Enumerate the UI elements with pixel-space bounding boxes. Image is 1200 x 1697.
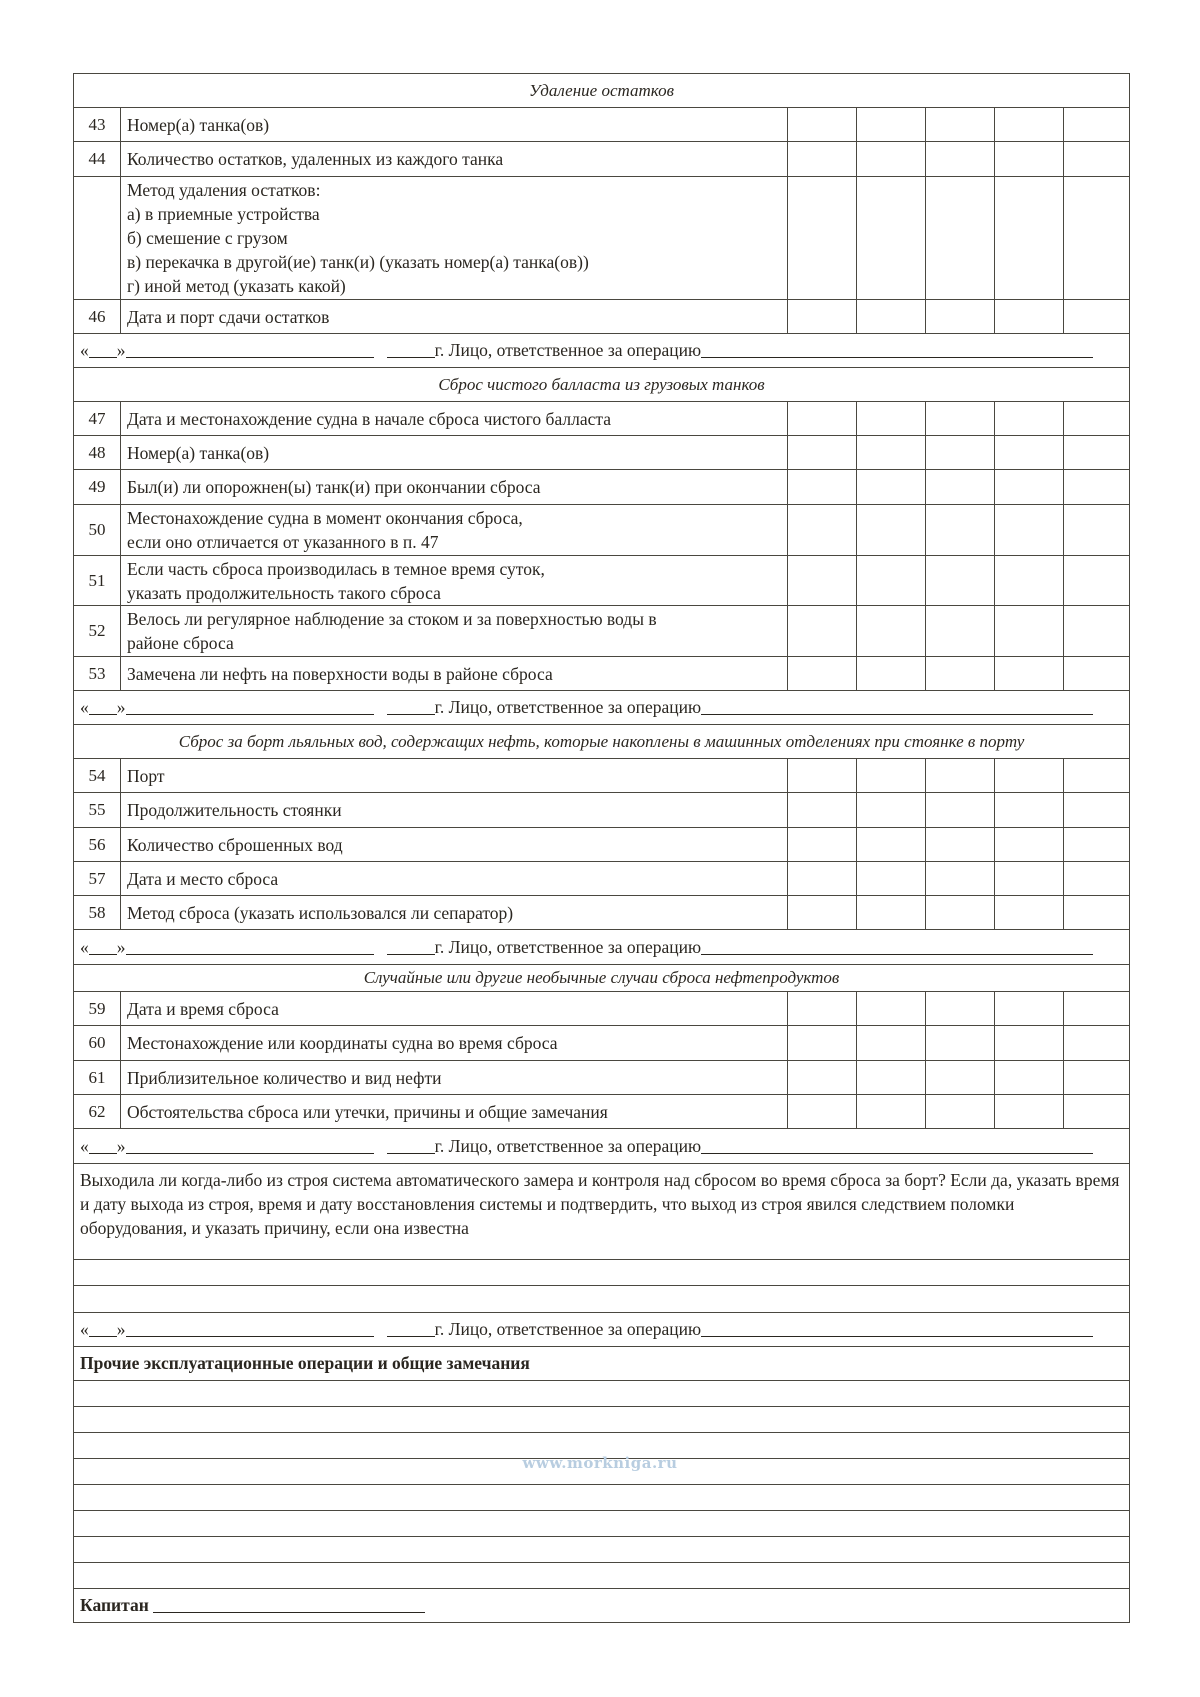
entry-cell[interactable] — [856, 108, 925, 141]
item-description — [121, 556, 787, 605]
entry-cell[interactable] — [994, 1095, 1063, 1128]
responsible-person-signature-field[interactable] — [701, 1139, 1093, 1154]
entry-cell[interactable] — [1063, 657, 1129, 690]
description-line: б) смешение с грузом — [127, 228, 288, 248]
entry-cell[interactable] — [787, 793, 856, 827]
table-row — [74, 402, 1129, 436]
entry-cell[interactable] — [787, 992, 856, 1025]
entry-cell[interactable] — [925, 505, 994, 555]
item-description — [121, 793, 787, 827]
description-line: Замечена ли нефть на поверхности воды в районе сброса — [127, 663, 553, 684]
description-line: Дата и место сброса — [127, 868, 279, 889]
entry-cell[interactable] — [925, 896, 994, 929]
table-row — [74, 1061, 1129, 1095]
month-field[interactable] — [126, 1322, 374, 1337]
description-line: Метод сброса (указать использовался ли сепаратор) — [127, 902, 514, 923]
entry-cell[interactable] — [787, 142, 856, 176]
table-row — [74, 896, 1129, 930]
signature-row — [74, 334, 1129, 368]
entry-cell[interactable] — [994, 992, 1063, 1025]
entry-cell[interactable] — [856, 300, 925, 333]
entry-cell[interactable] — [856, 828, 925, 861]
entry-cell[interactable] — [787, 108, 856, 141]
entry-cell[interactable] — [1063, 1095, 1129, 1128]
month-field[interactable] — [126, 940, 374, 955]
oil-record-table — [73, 73, 1130, 1623]
entry-cell[interactable] — [787, 1026, 856, 1060]
entry-cell[interactable] — [994, 793, 1063, 827]
close-quote: » — [116, 340, 126, 360]
description-line: Порт — [127, 765, 165, 786]
entry-cell[interactable] — [994, 505, 1063, 555]
item-number: 47 — [74, 402, 121, 435]
description-line: а) в приемные устройства — [127, 204, 320, 224]
item-description — [121, 402, 787, 435]
entry-cell[interactable] — [1063, 177, 1129, 299]
entry-cell[interactable] — [925, 1061, 994, 1094]
description-line: Местонахождение или координаты судна во время сброса — [127, 1033, 558, 1053]
item-description — [121, 992, 787, 1025]
entry-cell[interactable] — [1063, 402, 1129, 435]
signature-row — [74, 1313, 1129, 1347]
remarks-line[interactable] — [74, 1537, 1129, 1563]
entry-cell[interactable] — [925, 470, 994, 504]
item-description — [121, 606, 787, 656]
description-line: Дата и порт сдачи остатков — [127, 306, 330, 327]
item-description — [121, 108, 787, 141]
description-line: Велось ли регулярное наблюдение за стоком и за поверхностью воды в — [127, 609, 657, 629]
entry-cell[interactable] — [925, 793, 994, 827]
responsible-person-label: г. Лицо, ответственное за операцию — [434, 340, 702, 360]
entry-cell[interactable] — [856, 896, 925, 929]
responsible-person-signature-field[interactable] — [701, 343, 1093, 358]
close-quote: » — [116, 697, 126, 717]
table-row — [74, 1026, 1129, 1061]
entry-cell[interactable] — [856, 402, 925, 435]
entry-cell[interactable] — [856, 759, 925, 792]
description-line: Номер(а) танка(ов) — [127, 114, 270, 135]
table-row — [74, 793, 1129, 828]
captain-signature-row — [74, 1589, 1129, 1622]
day-field[interactable] — [89, 343, 117, 358]
description-line: Местонахождение судна в момент окончания сброса, — [127, 508, 523, 528]
entry-cell[interactable] — [925, 108, 994, 141]
entry-cell[interactable] — [994, 300, 1063, 333]
entry-cell[interactable] — [787, 657, 856, 690]
entry-cell[interactable] — [1063, 1026, 1129, 1060]
entry-cell[interactable] — [1063, 828, 1129, 861]
remarks-line[interactable] — [74, 1381, 1129, 1407]
description-line: в) перекачка в другой(ие) танк(и) (указать номер(а) танка(ов)) — [127, 252, 589, 272]
open-quote: « — [80, 936, 89, 957]
entry-cell[interactable] — [787, 402, 856, 435]
entry-cell[interactable] — [925, 436, 994, 469]
spacer — [374, 697, 387, 718]
table-row — [74, 556, 1129, 606]
item-number: 44 — [74, 142, 121, 176]
entry-cell[interactable] — [856, 606, 925, 656]
open-quote: « — [80, 697, 89, 717]
watermark: www.morkniga.ru — [522, 1454, 678, 1472]
answer-line[interactable] — [74, 1260, 1129, 1286]
entry-cell[interactable] — [1063, 793, 1129, 827]
entry-cell[interactable] — [994, 177, 1063, 299]
description-line: указать продолжительность такого сброса — [127, 582, 441, 603]
description-line: Продолжительность стоянки — [127, 800, 342, 820]
entry-cell[interactable] — [925, 142, 994, 176]
item-number: 61 — [74, 1061, 121, 1094]
remarks-line[interactable] — [74, 1485, 1129, 1511]
close-quote: » — [116, 1135, 126, 1156]
remarks-line[interactable] — [74, 1459, 1129, 1485]
responsible-person-signature-field[interactable] — [701, 700, 1093, 715]
item-description — [121, 759, 787, 792]
item-number: 58 — [74, 896, 121, 929]
entry-cell[interactable] — [994, 108, 1063, 141]
entry-cell[interactable] — [787, 828, 856, 861]
entry-cell[interactable] — [925, 402, 994, 435]
entry-cell[interactable] — [994, 556, 1063, 605]
item-number: 62 — [74, 1095, 121, 1128]
item-description — [121, 896, 787, 929]
item-number: 52 — [74, 606, 121, 656]
table-row — [74, 862, 1129, 896]
table-row — [74, 1095, 1129, 1129]
item-description — [121, 657, 787, 690]
month-field[interactable] — [126, 1139, 374, 1154]
day-field[interactable] — [89, 700, 117, 715]
table-row — [74, 300, 1129, 334]
answer-line[interactable] — [74, 1286, 1129, 1313]
table-row — [74, 470, 1129, 505]
responsible-person-label: г. Лицо, ответственное за операцию — [434, 1319, 702, 1339]
entry-cell[interactable] — [856, 556, 925, 605]
entry-cell[interactable] — [925, 606, 994, 656]
item-number: 51 — [74, 556, 121, 605]
description-line: если оно отличается от указанного в п. 47 — [127, 532, 439, 552]
entry-cell[interactable] — [925, 300, 994, 333]
entry-cell[interactable] — [925, 992, 994, 1025]
item-number: 59 — [74, 992, 121, 1025]
description-line: Приблизительное количество и вид нефти — [127, 1067, 442, 1088]
section-header: Сброс за борт льяльных вод, содержащих нефть, которые накоплены в машинных отделениях при стоянке в порту — [74, 725, 1129, 759]
item-number: 43 — [74, 108, 121, 141]
entry-cell[interactable] — [856, 470, 925, 504]
item-description — [121, 142, 787, 176]
entry-cell[interactable] — [856, 657, 925, 690]
year-field[interactable] — [387, 1139, 435, 1154]
day-field[interactable] — [89, 1139, 117, 1154]
description-line: Дата и время сброса — [127, 998, 279, 1019]
item-number: 48 — [74, 436, 121, 469]
entry-cell[interactable] — [925, 828, 994, 861]
entry-cell[interactable] — [994, 402, 1063, 435]
entry-cell[interactable] — [994, 759, 1063, 792]
item-number: 55 — [74, 793, 121, 827]
entry-cell[interactable] — [994, 436, 1063, 469]
entry-cell[interactable] — [925, 1026, 994, 1060]
item-description — [121, 1061, 787, 1094]
entry-cell[interactable] — [787, 505, 856, 555]
entry-cell[interactable] — [994, 896, 1063, 929]
spacer — [374, 937, 387, 958]
signature-row — [74, 691, 1129, 725]
month-field[interactable] — [126, 343, 374, 358]
entry-cell[interactable] — [1063, 1061, 1129, 1094]
entry-cell[interactable] — [1063, 606, 1129, 656]
remarks-line[interactable] — [74, 1433, 1129, 1459]
captain-label: Капитан — [80, 1595, 149, 1615]
responsible-person-label: г. Лицо, ответственное за операцию — [434, 697, 702, 717]
entry-cell[interactable] — [994, 1061, 1063, 1094]
item-description — [121, 1095, 787, 1128]
signature-row — [74, 1129, 1129, 1164]
entry-cell[interactable] — [787, 606, 856, 656]
item-number: 46 — [74, 300, 121, 333]
close-quote: » — [116, 1319, 126, 1339]
entry-cell[interactable] — [856, 1095, 925, 1128]
table-row — [74, 828, 1129, 862]
entry-cell[interactable] — [856, 1026, 925, 1060]
entry-cell[interactable] — [994, 657, 1063, 690]
entry-cell[interactable] — [925, 862, 994, 895]
remarks-line[interactable] — [74, 1407, 1129, 1433]
entry-cell[interactable] — [1063, 300, 1129, 333]
entry-cell[interactable] — [1063, 505, 1129, 555]
spacer — [374, 1319, 387, 1340]
entry-cell[interactable] — [994, 1026, 1063, 1060]
entry-cell[interactable] — [994, 828, 1063, 861]
description-line: Номер(а) танка(ов) — [127, 442, 270, 463]
responsible-person-signature-field[interactable] — [701, 940, 1093, 955]
entry-cell[interactable] — [787, 1095, 856, 1128]
entry-cell[interactable] — [1063, 759, 1129, 792]
entry-cell[interactable] — [787, 862, 856, 895]
entry-cell[interactable] — [787, 470, 856, 504]
item-description — [121, 300, 787, 333]
entry-cell[interactable] — [994, 142, 1063, 176]
responsible-person-signature-field[interactable] — [701, 1322, 1093, 1337]
signature-row — [74, 930, 1129, 965]
year-field[interactable] — [387, 940, 435, 955]
entry-cell[interactable] — [925, 1095, 994, 1128]
entry-cell[interactable] — [994, 862, 1063, 895]
item-description — [121, 470, 787, 504]
table-row — [74, 992, 1129, 1026]
item-description — [121, 177, 787, 299]
close-quote: » — [116, 936, 126, 957]
item-number: 50 — [74, 505, 121, 555]
item-description — [121, 436, 787, 469]
entry-cell[interactable] — [925, 177, 994, 299]
item-number: 60 — [74, 1026, 121, 1060]
description-line: Был(и) ли опорожнен(ы) танк(и) при окончании сброса — [127, 477, 541, 497]
item-description — [121, 1026, 787, 1060]
table-row — [74, 108, 1129, 142]
entry-cell[interactable] — [925, 759, 994, 792]
item-number: 49 — [74, 470, 121, 504]
description-line: Метод удаления остатков: — [127, 180, 321, 200]
entry-cell[interactable] — [994, 606, 1063, 656]
item-number: 57 — [74, 862, 121, 895]
description-line: Дата и местонахождение судна в начале сброса чистого балласта — [127, 408, 612, 429]
entry-cell[interactable] — [787, 1061, 856, 1094]
entry-cell[interactable] — [1063, 992, 1129, 1025]
entry-cell[interactable] — [856, 505, 925, 555]
entry-cell[interactable] — [856, 436, 925, 469]
day-field[interactable] — [89, 1322, 117, 1337]
item-number: 53 — [74, 657, 121, 690]
table-row — [74, 505, 1129, 556]
table-row — [74, 759, 1129, 793]
table-row — [74, 606, 1129, 657]
entry-cell[interactable] — [994, 470, 1063, 504]
open-quote: « — [80, 1135, 89, 1156]
entry-cell[interactable] — [925, 657, 994, 690]
entry-cell[interactable] — [1063, 108, 1129, 141]
entry-cell[interactable] — [1063, 862, 1129, 895]
item-number: 54 — [74, 759, 121, 792]
section-header: Удаление остатков — [74, 74, 1129, 108]
entry-cell[interactable] — [856, 1061, 925, 1094]
description-line: Количество остатков, удаленных из каждого танка — [127, 149, 504, 169]
item-number: 56 — [74, 828, 121, 861]
day-field[interactable] — [89, 940, 117, 955]
description-line: Если часть сброса производилась в темное время суток, — [127, 558, 545, 579]
other-operations-title: Прочие эксплуатационные операции и общие замечания — [74, 1347, 1129, 1381]
section-header: Случайные или другие необычные случаи сброса нефтепродуктов — [74, 965, 1129, 992]
open-quote: « — [80, 340, 89, 360]
entry-cell[interactable] — [925, 556, 994, 605]
year-field[interactable] — [387, 343, 435, 358]
entry-cell[interactable] — [1063, 556, 1129, 605]
open-quote: « — [80, 1319, 89, 1339]
description-line: Количество сброшенных вод — [127, 834, 343, 855]
table-row — [74, 436, 1129, 470]
description-line: Обстоятельства сброса или утечки, причины и общие замечания — [127, 1101, 608, 1122]
year-field[interactable] — [387, 700, 435, 715]
entry-cell[interactable] — [1063, 436, 1129, 469]
entry-cell[interactable] — [1063, 142, 1129, 176]
entry-cell[interactable] — [1063, 470, 1129, 504]
entry-cell[interactable] — [856, 992, 925, 1025]
table-row — [74, 177, 1129, 300]
table-row — [74, 142, 1129, 177]
spacer — [374, 340, 387, 361]
responsible-person-label: г. Лицо, ответственное за операцию — [434, 936, 702, 957]
entry-cell[interactable] — [856, 177, 925, 299]
remarks-line[interactable] — [74, 1511, 1129, 1537]
description-line: г) иной метод (указать какой) — [127, 276, 346, 296]
entry-cell[interactable] — [856, 793, 925, 827]
responsible-person-label: г. Лицо, ответственное за операцию — [434, 1135, 702, 1156]
entry-cell[interactable] — [1063, 896, 1129, 929]
month-field[interactable] — [126, 700, 374, 715]
section-header: Сброс чистого балласта из грузовых танков — [74, 368, 1129, 402]
description-line: районе сброса — [127, 633, 234, 653]
captain-signature-field[interactable] — [153, 1598, 425, 1613]
entry-cell[interactable] — [787, 300, 856, 333]
spacer — [374, 1136, 387, 1157]
remarks-line[interactable] — [74, 1563, 1129, 1589]
item-description — [121, 828, 787, 861]
table-row — [74, 657, 1129, 691]
entry-cell[interactable] — [787, 177, 856, 299]
item-description — [121, 505, 787, 555]
year-field[interactable] — [387, 1322, 435, 1337]
failure-question: Выходила ли когда-либо из строя система автоматического замера и контроля над сбросом во время сброса за борт? Если да, указать время и дату выхода из строя, время и дату восстановления системы и подтвердить, что выход из строя явился следствием поломки оборудования, и указать причину, если она известна — [74, 1164, 1129, 1260]
entry-cell[interactable] — [787, 896, 856, 929]
entry-cell[interactable] — [787, 759, 856, 792]
entry-cell[interactable] — [787, 556, 856, 605]
entry-cell[interactable] — [787, 436, 856, 469]
item-number — [74, 177, 121, 299]
entry-cell[interactable] — [856, 142, 925, 176]
item-description — [121, 862, 787, 895]
entry-cell[interactable] — [856, 862, 925, 895]
